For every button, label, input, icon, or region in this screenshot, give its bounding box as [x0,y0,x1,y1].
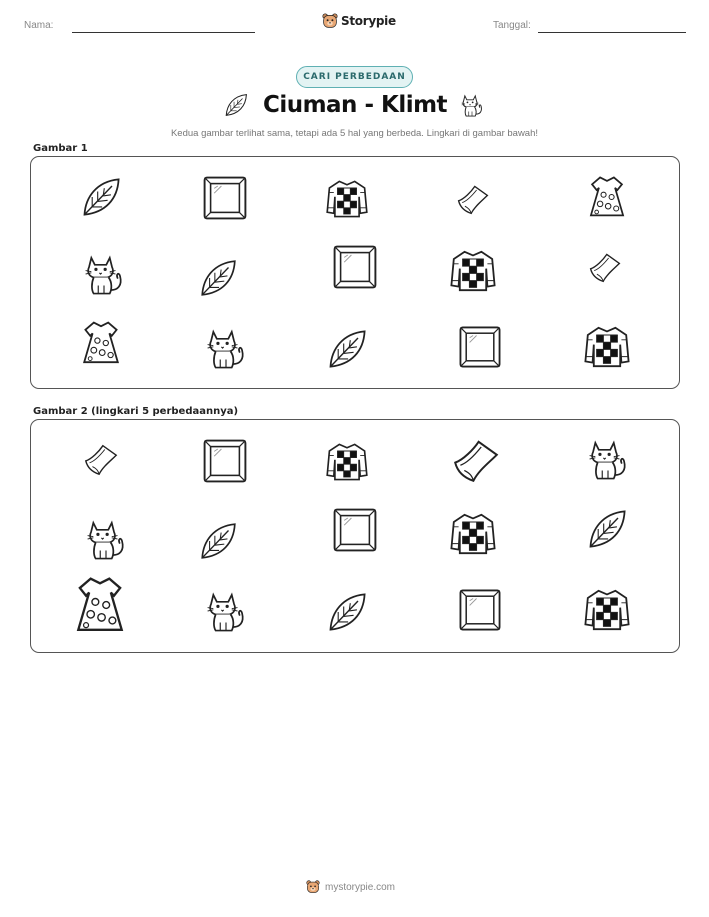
frame-icon[interactable] [201,437,249,485]
bear-icon [306,880,320,894]
sweater-icon[interactable] [583,586,631,634]
frame-icon[interactable] [331,506,379,554]
picture1-label: Gambar 1 [33,143,88,154]
frame-icon [457,324,503,370]
cat-icon [203,325,249,371]
brand-name: Storypie [341,14,396,28]
cloth-icon [583,249,627,285]
date-line[interactable] [538,32,686,33]
sweater-icon[interactable] [325,440,369,484]
cat-icon[interactable] [585,436,631,482]
leaf-icon[interactable] [585,507,629,551]
page-title: Ciuman - Klimt [262,92,448,118]
leaf-icon[interactable] [197,520,239,562]
sweater-icon [449,247,497,295]
date-label: Tanggal: [493,20,531,31]
cat-icon [81,251,127,297]
frame-icon [201,174,249,222]
leaf-icon [197,257,239,299]
footer-url[interactable]: mystorypie.com [325,881,396,893]
sweater-icon[interactable] [449,510,497,558]
bear-icon [322,13,338,29]
picture1-panel [30,156,680,389]
picture2-panel[interactable] [30,419,680,653]
dress-icon [584,174,630,220]
name-label: Nama: [24,20,54,31]
sweater-icon [583,323,631,371]
cat-icon[interactable] [83,516,129,562]
leaf-icon [79,175,123,219]
cat-icon[interactable] [203,588,249,634]
cloth-icon[interactable] [79,440,123,478]
frame-icon [331,243,379,291]
dress-icon[interactable] [67,574,133,636]
instructions: Kedua gambar terlihat sama, tetapi ada 5 hal yang berbeda. Lingkari di gambar bawah! [170,128,539,139]
activity-badge: CARI PERBEDAAN [296,66,413,88]
footer [306,880,395,894]
frame-icon[interactable] [457,587,503,633]
cloth-icon [453,181,493,217]
leaf-icon[interactable] [325,590,369,634]
brand-logo [322,13,396,29]
cat-icon [459,92,485,118]
name-line[interactable] [72,32,255,33]
cloth-icon[interactable] [443,434,509,486]
sweater-icon [325,177,369,221]
dress-icon [77,319,125,367]
picture2-label: Gambar 2 (lingkari 5 perbedaannya) [33,406,239,417]
leaf-icon [325,327,369,371]
